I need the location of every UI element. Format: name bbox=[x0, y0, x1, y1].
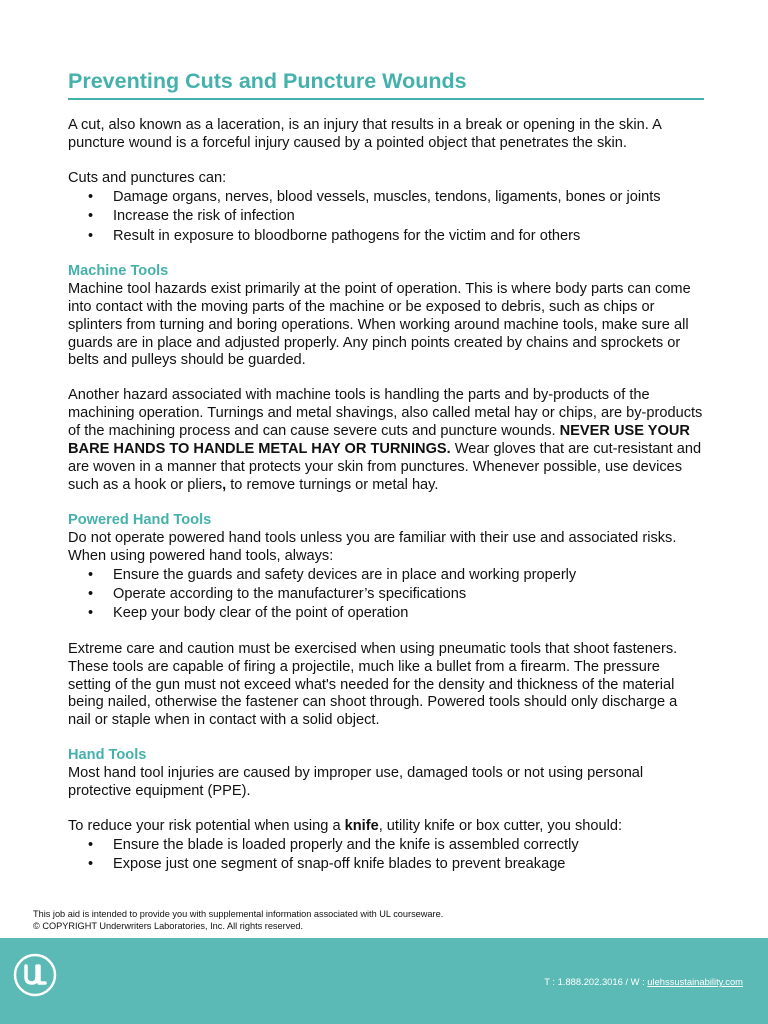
bullet-icon: • bbox=[88, 227, 94, 244]
bullet-icon: • bbox=[88, 856, 94, 873]
footer-disclaimer: This job aid is intended to provide you with supplemental information associated with UL courseware. © COPYRIGHT Underwriters Laboratories, Inc. All rights reserved. bbox=[33, 909, 444, 931]
bullet-icon: • bbox=[88, 208, 94, 225]
list-item: • Damage organs, nerves, blood vessels, muscles, tendons, ligaments, bones or joints bbox=[68, 188, 704, 207]
powered-hand-tools-list bbox=[68, 566, 704, 624]
list-item: • Expose just one segment of snap-off knife blades to prevent breakage bbox=[68, 855, 704, 874]
bullet-icon: • bbox=[88, 836, 94, 853]
section-heading-hand-tools: Hand Tools bbox=[68, 747, 147, 764]
powered-hand-tools-paragraph-2: Extreme care and caution must be exercised when using pneumatic tools that shoot fasteners. These tools are capable of firing a projectile, much like a bullet from a firearm. The pressure setting of the gun must not exceed what's needed for the density and thickness of the material being nailed, otherwise the fastener can shoot through. Powered tools should only discharge a nail or staple when in contact with a solid object. bbox=[68, 640, 678, 729]
machine-tools-paragraph-1: Machine tool hazards exist primarily at the point of operation. This is where body parts can come into contact with the moving parts of the machine or be exposed to debris, such as chips or splinters from turning and boring operations. When working around machine tools, make sure all guards are in place and adjusted properly. Any pinch points created by chains and sprockets or belts and pulleys should be guarded. bbox=[68, 280, 691, 369]
hand-tools-paragraph-2: To reduce your risk potential when using a knife, utility knife or box cutter, you should: bbox=[68, 818, 623, 834]
footer-contact: T : 1.888.202.3016 / W : ulehssustainability.com bbox=[544, 976, 743, 987]
powered-hand-tools-paragraph-1: Do not operate powered hand tools unless you are familiar with their use and associated risks. When using powered hand tools, always: bbox=[68, 529, 677, 564]
warning-text: NEVER USE YOUR BARE HANDS TO HANDLE METAL HAY OR TURNINGS. bbox=[68, 423, 690, 458]
section-heading-powered-hand-tools: Powered Hand Tools bbox=[68, 511, 212, 528]
cuts-intro: Cuts and punctures can: bbox=[68, 169, 227, 186]
document-body bbox=[68, 68, 704, 875]
list-item: • Ensure the guards and safety devices are in place and working properly bbox=[68, 566, 704, 585]
bullet-icon: • bbox=[88, 605, 94, 622]
hand-tools-list bbox=[68, 836, 704, 875]
bullet-icon: • bbox=[88, 566, 94, 583]
list-item: • Result in exposure to bloodborne pathogens for the victim and for others bbox=[68, 227, 704, 246]
cuts-list bbox=[68, 188, 704, 246]
list-item: • Operate according to the manufacturer’s specifications bbox=[68, 585, 704, 604]
machine-tools-paragraph-2: Another hazard associated with machine tools is handling the parts and by-products of the machining operation. Turnings and metal shavings, also called metal hay or chips, are by-products of the machining process and can cause severe cuts and puncture wounds. NEVER USE YOUR BARE HANDS TO HANDLE METAL HAY OR TURNINGS. Wear gloves that are cut-resistant and are woven in a manner that protects your skin from punctures. Whenever possible, use devices such as a hook or pliers, to remove turnings or metal hay. bbox=[68, 387, 703, 493]
section-heading-machine-tools: Machine Tools bbox=[68, 262, 169, 279]
ul-logo-icon bbox=[13, 953, 57, 997]
page-title: Preventing Cuts and Puncture Wounds bbox=[68, 68, 704, 100]
hand-tools-paragraph-1: Most hand tool injuries are caused by improper use, damaged tools or not using personal protective equipment (PPE). bbox=[68, 765, 644, 800]
bullet-icon: • bbox=[88, 585, 94, 602]
intro-paragraph: A cut, also known as a laceration, is an injury that results in a break or opening in the skin. A puncture wound is a forceful injury caused by a pointed object that penetrates the skin. bbox=[68, 117, 662, 151]
list-item: • Keep your body clear of the point of operation bbox=[68, 604, 704, 623]
list-item: • Ensure the blade is loaded properly and the knife is assembled correctly bbox=[68, 836, 704, 855]
website-link[interactable]: ulehssustainability.com bbox=[647, 976, 743, 987]
list-item: • Increase the risk of infection bbox=[68, 207, 704, 226]
bullet-icon: • bbox=[88, 188, 94, 205]
